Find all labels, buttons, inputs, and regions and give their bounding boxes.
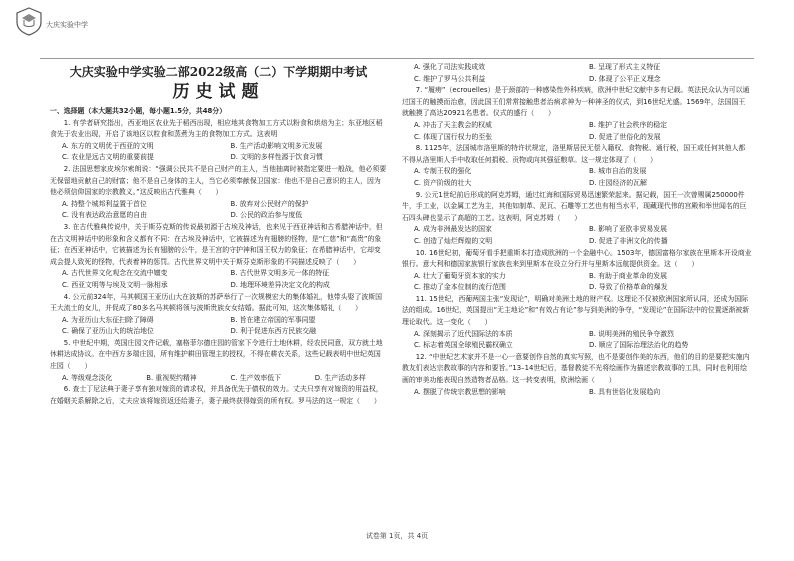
question-1: 1. 有学者研究指出，西亚地区农业先于稻西出现，相应地其食物加工方式以粉食和烘焙为主；东亚地区稻食先于农业出现，开启了该地区以粒食和蒸煮为主的食物加工方式。这表明: [50, 118, 383, 139]
options-row: [50, 199, 387, 211]
options-row: [50, 326, 387, 338]
options-row: [402, 387, 752, 399]
option-d: D. 促进了非洲文化的传播: [589, 236, 668, 245]
option-a: A. 持整个城邦利益置于首位: [62, 199, 147, 208]
options-row: [402, 224, 752, 236]
option-b: B. 有助于商业革命的发展: [589, 271, 668, 280]
question-12: 12. “中世纪艺术家并不是一心一意要创作自然的真实写照，也不是要创作美的东西，他们的目的是要把实施内教友们表达宗教故事的内容和要旨。”13–14世纪后，基督教徒不光将绘画作为描述宗教故事的工具，同时也利用绘画的审美功能表现自然造物者品格。这一转变表明，欧洲绘画（ ）: [402, 352, 750, 385]
option-d: D. 地理环境差异决定文化的构成: [230, 280, 330, 289]
option-a: A. 专制王权的强化: [414, 167, 472, 176]
option-a: A. 强化了司法实践成效: [414, 63, 485, 71]
question-11: 11. 15世纪，西葡两国主张“发现论”，明确对美洲土地的财产权。这理论不仅被欧洲国家所认同，还成为国际法的组成。16世纪，英国提出“无主地论”和“有效占有论”参与到美洲的争夺，“发现论”在国际法中的位置逐渐被新理论取代。这一变化（ ）: [402, 294, 750, 327]
option-a: A. 壮大了葡萄牙资本家的实力: [414, 271, 506, 280]
option-a: A. 冲击了天主教会的权威: [414, 120, 492, 129]
option-d: D. 顺应了国际治理法治化的趋势: [589, 341, 689, 350]
options-row: [50, 268, 387, 280]
question-8: 8. 1125年，法国城市洛里斯的特许状规定，洛里斯居民无偿入籍权、食物税、通行税，国王或任何其他人都不得从洛里斯人手中收取任何捐税、贡物或向其强征粮草。这一规定体现了（ ）: [402, 144, 746, 164]
option-c: C. 没有表达政治意愿的自由: [62, 211, 147, 220]
school-logo-icon: [14, 6, 44, 36]
options-row: [50, 280, 387, 292]
option-c: C. 标志着英国全球殖民霸权确立: [414, 341, 513, 350]
option-b: B. 说明美洲的殖民争夺激烈: [589, 329, 674, 338]
option-c: C. 维护了罗马公共利益: [414, 74, 486, 83]
option-a: A. 为亚历山大东征扫除了障碍: [62, 315, 154, 324]
question-4: 4. 公元前324年，马其顿国王亚历山大在波斯的苏萨举行了一次规模宏大的集体婚礼，他带头娶了波斯国王大流士的女儿，并促成了80多名马其顿将领与波斯贵族女女结婚。据此可知，这次集体婚礼（ ）: [50, 292, 383, 313]
option-b: B. 具有世俗化发展趋向: [589, 387, 661, 396]
option-a: A. 摆脱了传统宗教思想的影响: [414, 387, 506, 396]
subject-title: 历史试题: [172, 82, 265, 102]
option-c: C. 资产阶级的壮大: [414, 178, 472, 187]
options-row: [402, 62, 752, 74]
options-row: [402, 178, 752, 190]
exam-title: 大庆实验中学实验二部2022级高（二）下学期期中考试: [69, 65, 368, 79]
option-a: A. 古代世界文化观念在交流中嬗变: [62, 269, 168, 278]
options-row: [50, 210, 387, 222]
option-c: C. 生产效率低下: [230, 373, 282, 382]
option-d: D. 促进了世俗化的发展: [589, 132, 661, 141]
option-d: D. 庄园经济的瓦解: [589, 178, 647, 187]
option-d: D. 公民的政治参与度低: [230, 211, 303, 220]
option-b: B. 维护了社会秩序的稳定: [589, 120, 668, 129]
options-row: [402, 236, 752, 248]
option-b: B. 重视契约精神: [146, 373, 197, 382]
header-divider: [40, 58, 754, 59]
option-b: B. 旨在建立帝国的军事同盟: [230, 315, 316, 324]
option-b: B. 影响了亚欧非贸易发展: [589, 225, 668, 234]
options-row: [402, 132, 752, 144]
option-c: C. 农业是远古文明的重要前提: [62, 153, 154, 162]
page-header: [0, 0, 794, 58]
option-d: D. 利于促进东西方民族交融: [230, 327, 316, 336]
options-row: [402, 74, 752, 86]
options-row: [50, 315, 387, 327]
options-row: [402, 282, 752, 294]
question-2: 2. 法国思想家皮埃尔索朗说：“强调公民共不是自己财产的主人，当他抽离时被指定要进一般战，他必须要无保留地贡献自己的财富；他不是自己身体的主人，当它必须奉献保卫国家：他也不是自己意识的主人，因为他必须信仰国家的宗教教义。”这反映出古代雅典（ ）: [50, 164, 387, 197]
right-column: [402, 62, 752, 398]
page-footer: 试卷第 1页，共 4页: [365, 532, 429, 540]
option-d: D. 文明的多样性源于饮食习惯: [230, 153, 323, 162]
question-3: 3. 在古代雅典传说中，关于斯芬克斯的传说最初源于古埃及神话，也来见于西亚神话和古希腊神话中，但在古文明神话中的形象和含义都有不同：在古埃及神话中，它被描述为有翅膀的怪物，是“仁慈”和“高贵”的象征；在西亚神话中，它被描述为长有翅膀的公牛，是王宫的守护神和国王权力的象征；在希腊神话中，它却变成会提人致死的怪物，代表着神的惩罚。古代世界文明中关于斯芬克斯形象的不同描述反映了（ ）: [50, 222, 383, 266]
option-b: B. 古代世界文明多元一体的特征: [230, 269, 330, 278]
options-row: [402, 271, 752, 283]
option-a: A. 东方的文明优于西亚的文明: [62, 141, 154, 150]
options-row: [402, 329, 752, 341]
option-d: D. 生产活动多样: [314, 373, 366, 382]
options-row: [402, 166, 752, 178]
left-column: [50, 62, 387, 407]
option-c: C. 体现了国行权力的至张: [414, 132, 493, 141]
question-9: 9. 公元1世纪前后形成的阿克苏姆，通过红海和国际贸易迅速繁荣起来。据记载，国王一次曾赐属250000件牛，手工业，以金属工艺为主，其他如制革、泥瓦、石雕等工艺也有相当水平，现藏现代伟的宫殿和举世闻名的巨石四头碑也显示了高超的工艺。这表明，阿克苏姆（ ）: [402, 190, 747, 222]
options-row: [50, 152, 387, 164]
question-10: 10. 16世纪初，葡萄牙看手把重斯本打造成欧洲的一个金融中心。1503年，德国富格尔家族在里斯本开设商业银行。意大利和德国家族银行家族也来到里斯本在设立分行并与里斯本远航提供资金。这（ ）: [402, 248, 752, 269]
options-row: [50, 141, 387, 153]
option-d: D. 导致了价格革命的爆发: [589, 283, 668, 292]
option-a: A. 深刻揭示了近代国际法的本质: [414, 329, 513, 338]
option-c: C. 创造了灿烂辉煌的文明: [414, 236, 493, 245]
option-a: A. 成为非洲最发达的国家: [414, 225, 492, 234]
question-7: 7. “履痨”（ecrouelles）是于颈部的一种感染性外科疾病，欧洲中世纪文献中多有记载。英法民众认为可以通过国王的触摸而治愈，因此国王们常常接触患者治病求神为一种神圣的仪式，到16世纪尤盛。1569年，法国国王就触摸了高达20921名患者。仪式的盛行（ ）: [402, 86, 750, 118]
option-c: C. 西亚文明等与埃及文明一脉相承: [62, 280, 168, 289]
section-heading: 一、选择题（本大题共32小题，每小题1.5分，共48分）: [50, 107, 227, 115]
options-row: [402, 120, 752, 132]
option-b: B. 城市自治的发展: [589, 167, 647, 176]
question-5: 5. 中世纪中期，英国庄园文件记载，塞格菲尔德庄园的管家下令进行土地休耕，经农民同意，双方就土地休耕达成协议。在中西方多瑞庄园，所有维护耕田管理主的授权，不得在耕农关系，这些记载表明中世纪英国庄园（ ）: [50, 338, 383, 371]
option-b: B. 生产活动影响文明多元发展: [230, 141, 323, 150]
option-d: D. 体现了公平正义理念: [589, 74, 661, 83]
options-row: [402, 340, 752, 352]
option-b: B. 呈现了形式主义特征: [589, 63, 661, 71]
option-c: C. 确保了亚历山大的统治地位: [62, 327, 154, 336]
question-6: 6. 查士丁尼法典于妻子享有独对嫁资的请求权，并具备优先于债权的效力。丈夫只享有对嫁资的用益权，在婚姻关系解除之后，丈夫应该将嫁资返还给妻子，妻子最终获得嫁资的所有权。罗马法的这一规定（ ）: [50, 385, 383, 405]
option-b: B. 放弃对公民财产的保护: [230, 199, 309, 208]
option-a: A. 等级观念淡化: [62, 373, 113, 382]
header-school-name: 大庆实验中学: [46, 21, 88, 29]
options-row: [50, 373, 387, 385]
option-c: C. 推动了金本位制的流行范围: [414, 283, 506, 292]
